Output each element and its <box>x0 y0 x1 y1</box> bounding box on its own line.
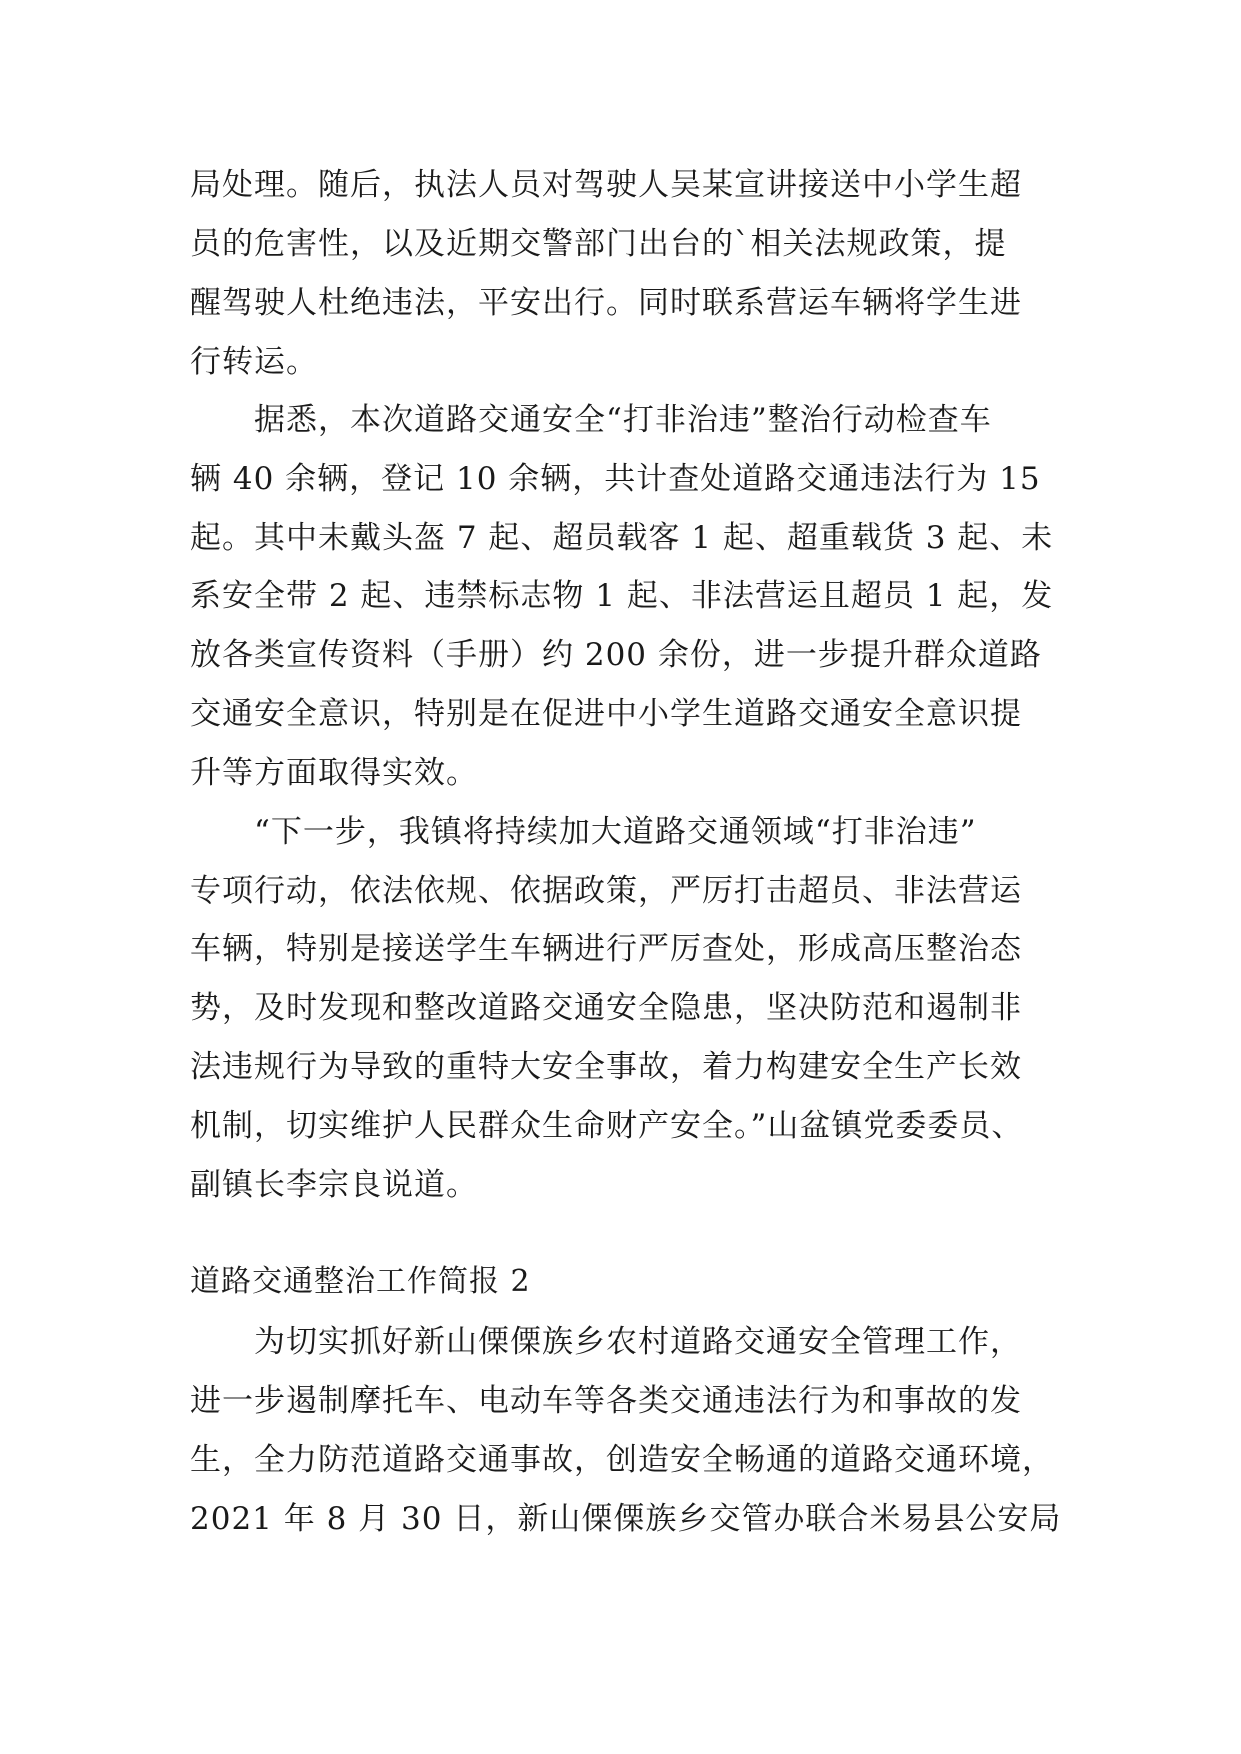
paragraph-3-line-3: 车辆，特别是接送学生车辆进行严厉查处，形成高压整治态 <box>190 931 1022 967</box>
section-paragraph-line-3: 生，全力防范道路交通事故，创造安全畅通的道路交通环境， <box>190 1442 1054 1478</box>
paragraph-2-line-2: 辆 40 余辆，登记 10 余辆，共计查处道路交通违法行为 15 <box>190 461 1041 497</box>
paragraph-2-line-4: 系安全带 2 起、违禁标志物 1 起、非法营运且超员 1 起，发 <box>190 578 1054 614</box>
paragraph-3-line-5: 法违规行为导致的重特大安全事故，着力构建安全生产长效 <box>190 1049 1022 1085</box>
paragraph-3-line-2: 专项行动，依法依规、依据政策，严厉打击超员、非法营运 <box>190 873 1022 909</box>
paragraph-3-line-7: 副镇长李宗良说道。 <box>190 1167 478 1203</box>
paragraph-1-line-2: 员的危害性，以及近期交警部门出台的`相关法规政策，提 <box>190 226 1007 262</box>
paragraph-2-line-6: 交通安全意识，特别是在促进中小学生道路交通安全意识提 <box>190 696 1022 732</box>
paragraph-1-line-4: 行转运。 <box>190 344 318 380</box>
section-title: 道路交通整治工作简报 2 <box>190 1264 531 1299</box>
paragraph-3-line-1: “下一步，我镇将持续加大道路交通领域“打非治违” <box>190 814 977 850</box>
paragraph-2-line-1: 据悉，本次道路交通安全“打非治违”整治行动检查车 <box>190 402 992 438</box>
paragraph-2-line-5: 放各类宣传资料（手册）约 200 余份，进一步提升群众道路 <box>190 637 1042 673</box>
section-paragraph-line-1: 为切实抓好新山傈傈族乡农村道路交通安全管理工作， <box>190 1324 1022 1360</box>
paragraph-2-line-7: 升等方面取得实效。 <box>190 755 478 791</box>
paragraph-2-line-3: 起。其中未戴头盔 7 起、超员载客 1 起、超重载货 3 起、未 <box>190 520 1054 556</box>
section-paragraph-line-2: 进一步遏制摩托车、电动车等各类交通违法行为和事故的发 <box>190 1383 1022 1419</box>
section-paragraph-line-4: 2021 年 8 月 30 日，新山傈傈族乡交管办联合米易县公安局 <box>190 1501 1062 1537</box>
paragraph-3-line-4: 势，及时发现和整改道路交通安全隐患，坚决防范和遏制非 <box>190 990 1022 1026</box>
paragraph-3-line-6: 机制，切实维护人民群众生命财产安全。”山盆镇党委委员、 <box>190 1108 1024 1144</box>
paragraph-1-line-3: 醒驾驶人杜绝违法，平安出行。同时联系营运车辆将学生进 <box>190 285 1022 321</box>
paragraph-1-line-1: 局处理。随后，执法人员对驾驶人吴某宣讲接送中小学生超 <box>190 167 1022 203</box>
